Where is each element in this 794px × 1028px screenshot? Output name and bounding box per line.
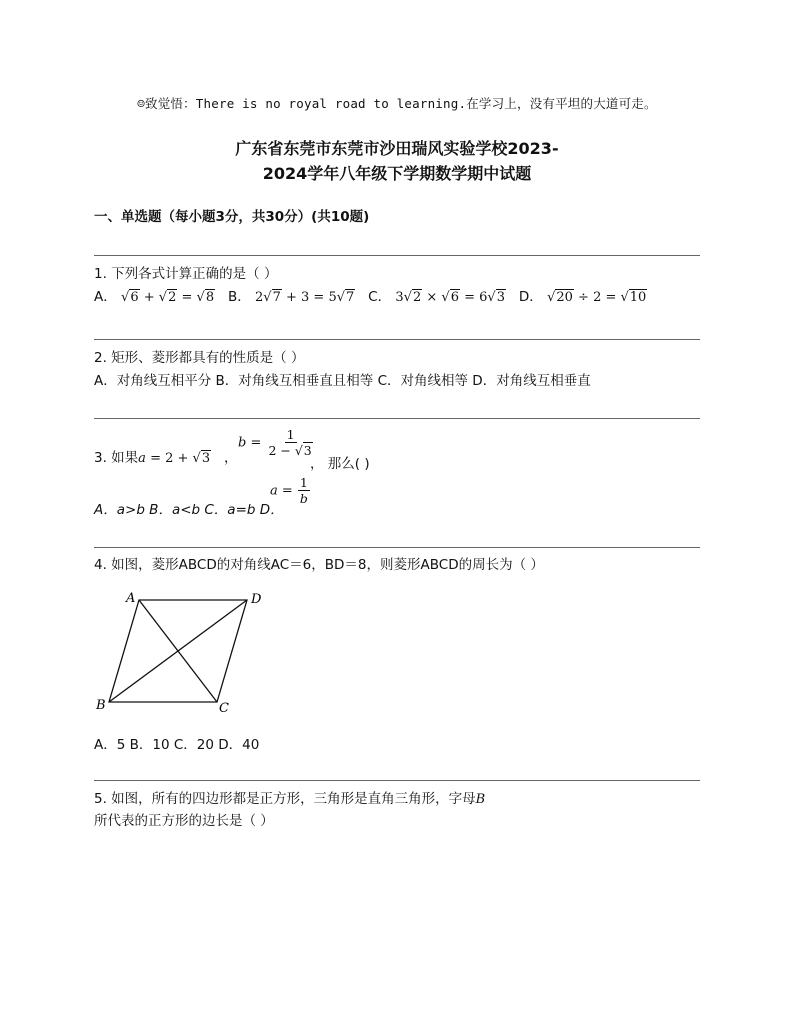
q3-b-numerator: 1 — [286, 427, 295, 442]
q3-comma: ， — [223, 450, 238, 466]
q3-b-fraction — [266, 428, 314, 458]
question-3-stem — [94, 446, 237, 466]
page-title-line2: 2024学年八年级下学期数学期中试题 — [262, 164, 532, 183]
q5-stem-text: 5. 如图，所有的四边形都是正方形，三角形是直角三角形，字母 — [94, 791, 476, 807]
question-4-stem: 4. 如图，菱形ABCD的对角线AC＝6，BD＝8，则菱形ABCD的周长为（ ） — [94, 557, 544, 573]
question-2-options: A．对角线互相平分 B．对角线互相垂直且相等 C．对角线相等 D．对角线互相垂直 — [94, 373, 591, 389]
q3-d-denominator: b — [299, 491, 308, 506]
page-title-line1: 广东省东莞市东莞市沙田瑞风实验学校2023- — [235, 139, 559, 158]
q1-option-c-expr: 3√2 × √6 = 6√3 — [395, 290, 505, 305]
q3-options-line: A．a>b B．a<b C．a=b D． — [94, 502, 284, 518]
divider — [94, 547, 700, 548]
q1-option-c-label: C． — [368, 289, 392, 305]
question-5-stem-line1 — [94, 787, 485, 807]
q3-d-fraction — [298, 476, 310, 506]
q1-option-b-expr: 2√7 + 3 = 5√7 — [255, 290, 355, 305]
q3-option-d-expr: a = $\frac{1}{b}$ — [270, 475, 308, 506]
vertex-label-a: A — [126, 591, 136, 606]
divider — [94, 255, 700, 256]
rhombus-figure — [90, 585, 280, 720]
q3-d-numerator: 1 — [299, 475, 308, 490]
q1-option-b-label: B． — [227, 289, 251, 305]
diagonal-bd — [109, 600, 247, 702]
q1-option-a-expr: √6 + √2 = √8 — [121, 290, 215, 305]
q3-b-expr: b = $\frac{1}{2 - √3}$ — [238, 428, 315, 458]
q1-option-a-label: A． — [94, 289, 117, 305]
q3-a-expr: a = 2 + √3 — [138, 451, 211, 466]
divider — [94, 780, 700, 781]
q5-letter-b: B — [475, 792, 486, 807]
vertex-label-b: B — [96, 698, 106, 713]
divider — [94, 339, 700, 340]
question-1-options — [94, 285, 647, 305]
question-2-stem: 2. 矩形、菱形都具有的性质是（ ） — [94, 350, 305, 366]
divider — [94, 418, 700, 419]
q3-stem-suffix: ， 那么( ) — [310, 456, 370, 472]
q1-option-d-label: D． — [518, 289, 543, 305]
section-heading: 一、单选题（每小题3分，共30分）(共10题) — [94, 209, 370, 225]
question-5-stem-line2: 所代表的正方形的边长是（ ） — [94, 813, 274, 829]
question-3-options — [94, 498, 284, 518]
vertex-label-d: D — [251, 592, 262, 607]
question-4-options: A．5 B．10 C．20 D．40 — [94, 737, 260, 753]
vertex-label-c: C — [219, 701, 229, 716]
q3-stem-prefix: 3. 如果 — [94, 450, 139, 466]
q3-b-denominator: 2 − √3 — [268, 443, 312, 458]
question-1-stem: 1. 下列各式计算正确的是（ ） — [94, 266, 278, 282]
header-motto: ☺致觉悟：There is no royal road to learning.在学习上，没有平坦的大道可走。 — [137, 96, 657, 111]
q1-option-d-expr: √20 ÷ 2 = √10 — [547, 290, 647, 305]
